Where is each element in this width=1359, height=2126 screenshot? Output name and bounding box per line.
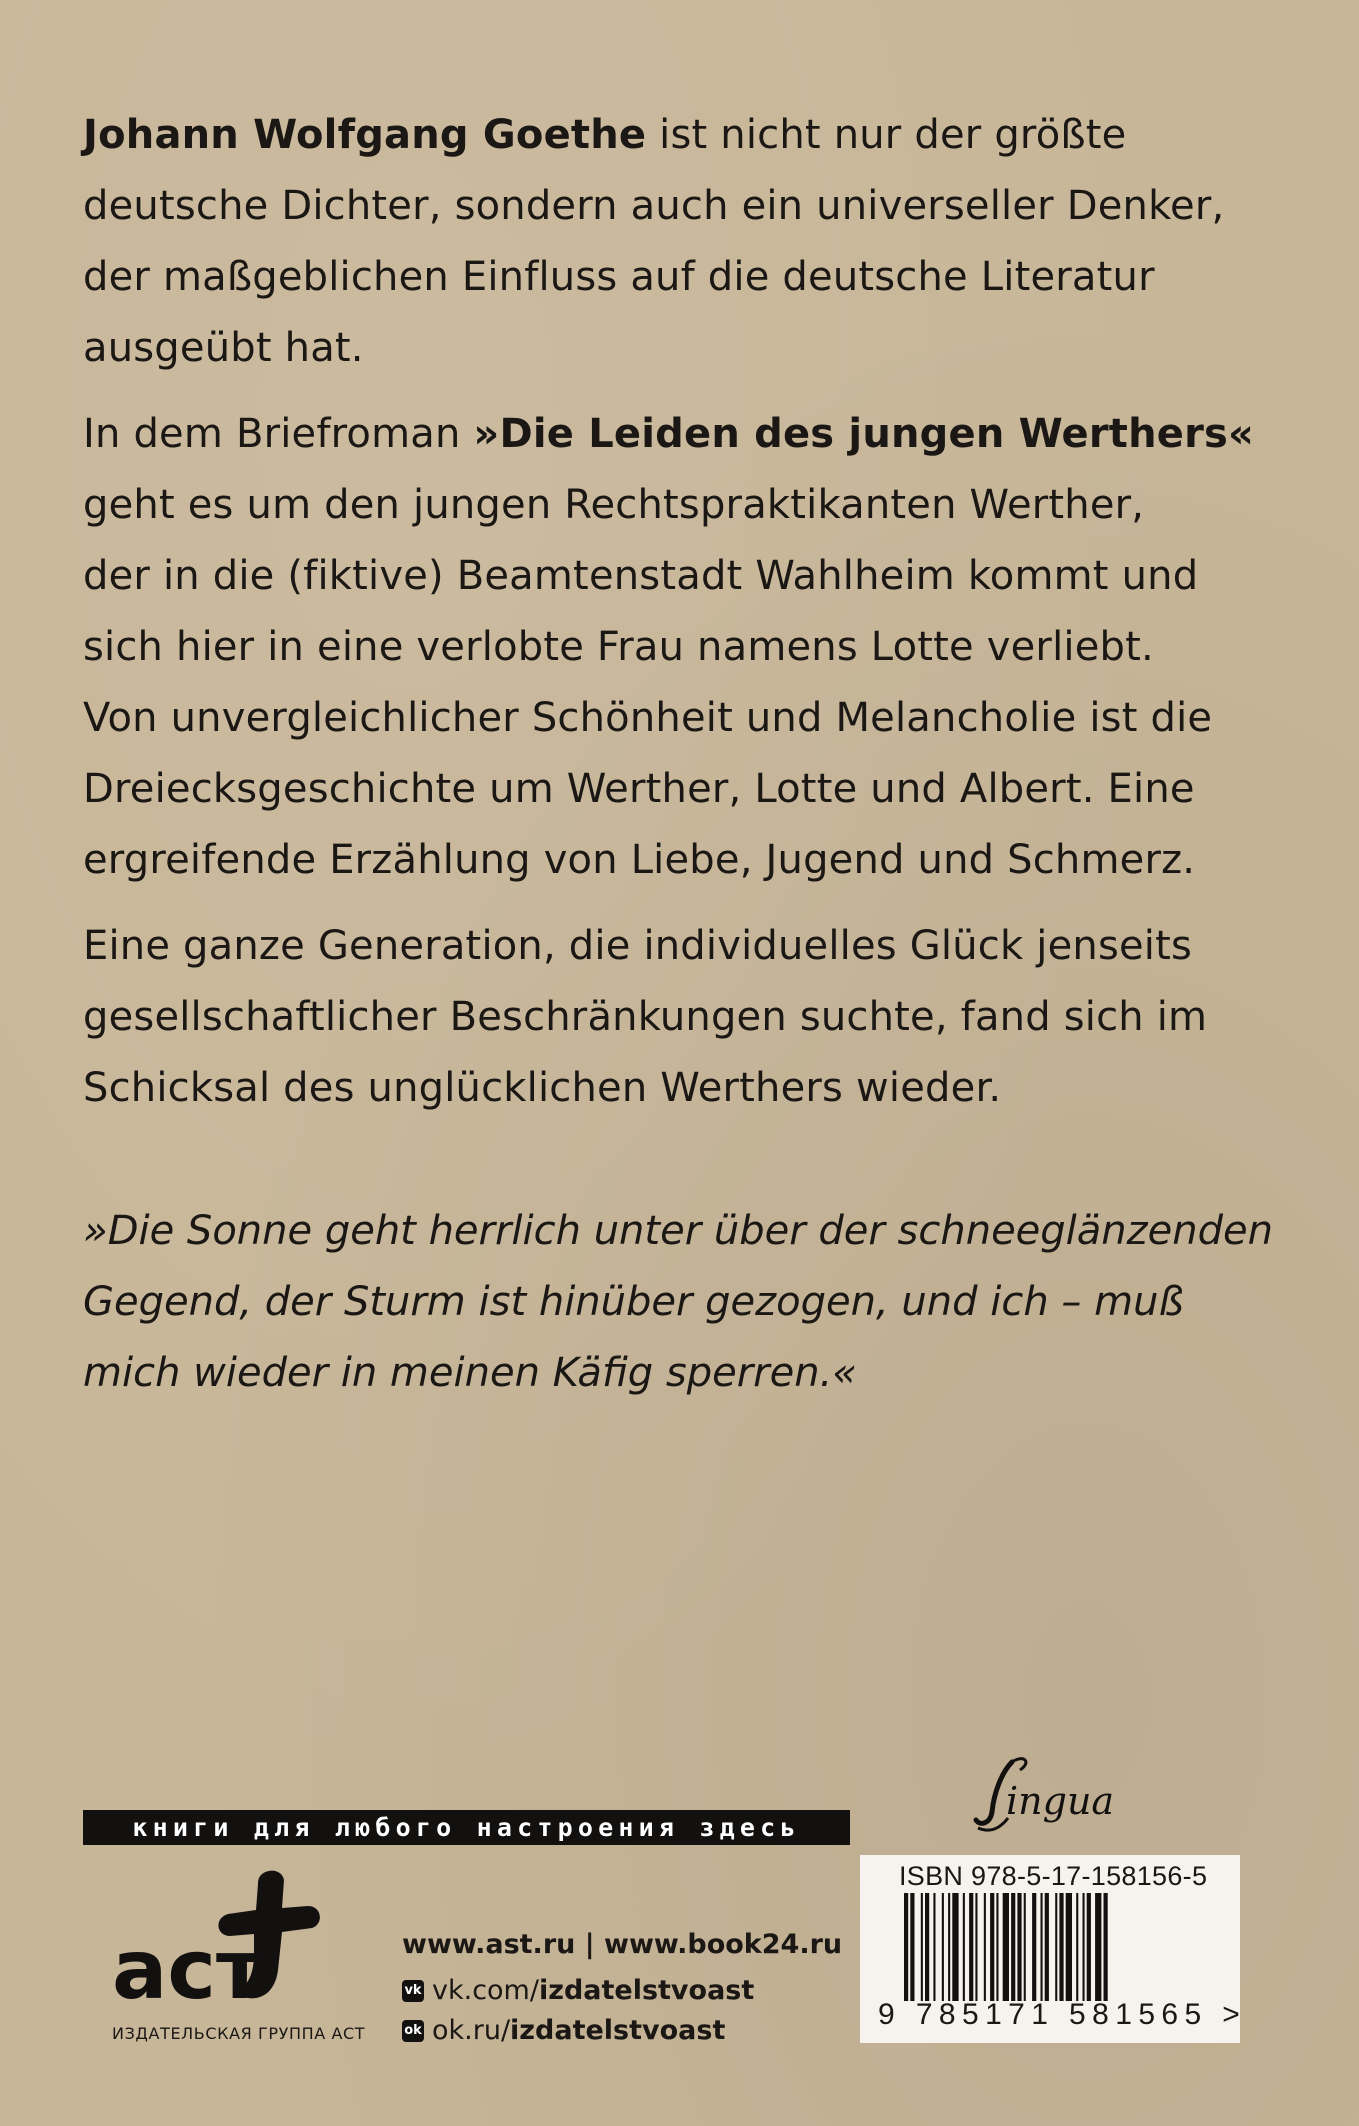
blurb-paragraph-2 [83, 399, 1283, 896]
vk-prefix: vk.com/ [432, 1975, 539, 2006]
quote-line: »Die Sonne geht herrlich unter über der schneeglänzenden [83, 1208, 1273, 1254]
blurb-line: In dem Briefroman [83, 411, 474, 457]
ok-link[interactable] [402, 2011, 842, 2051]
tagline-bar: книги для любого настроения здесь [83, 1810, 850, 1845]
book-title: »Die Leiden des jungen Werthers« [473, 411, 1255, 457]
blurb-line: Dreiecksgeschichte um Werther, Lotte und Albert. Eine [83, 766, 1195, 812]
blurb-text [83, 100, 1283, 1139]
blurb-paragraph-3 [83, 911, 1283, 1124]
vk-link[interactable] [402, 1971, 842, 2011]
quote [83, 1196, 1313, 1409]
ok-handle: izdatelstvoast [510, 2015, 726, 2046]
barcode-icon [904, 1893, 1220, 2001]
lingua-logo [972, 1752, 1132, 1842]
blurb-line: ist nicht nur der größte [646, 112, 1127, 158]
blurb-line: deutsche Dichter, sondern auch ein universeller Denker, [83, 183, 1225, 229]
ast-logo-letters: аст [112, 1923, 264, 2016]
ok-prefix: ok.ru/ [432, 2015, 511, 2046]
website-links[interactable]: www.ast.ru | www.book24.ru [402, 1929, 843, 1960]
blurb-line: der maßgeblichen Einfluss auf die deutsche Literatur [83, 254, 1155, 300]
publisher-links [402, 1925, 842, 2051]
ok-icon: ok [402, 2020, 424, 2042]
barcode-digits: 9 785171 581565 > [878, 1998, 1247, 2031]
blurb-paragraph-1 [83, 100, 1283, 384]
quote-line: mich wieder in meinen Käfig sperren.« [83, 1350, 857, 1396]
svg-text:ingua: ingua [1006, 1779, 1115, 1823]
blurb-line: Von unvergleichlicher Schönheit und Melancholie ist die [83, 695, 1213, 741]
blurb-line: ausgeübt hat. [83, 325, 364, 371]
blurb-line: gesellschaftlicher Beschränkungen suchte, fand sich im [83, 994, 1208, 1040]
isbn-label: ISBN 978-5-17-158156-5 [899, 1861, 1208, 1891]
blurb-line: Eine ganze Generation, die individuelles Glück jenseits [83, 923, 1193, 969]
ast-logo-icon [112, 1866, 362, 2016]
blurb-line: geht es um den jungen Rechtspraktikanten Werther, [83, 482, 1145, 528]
vk-handle: izdatelstvoast [538, 1975, 755, 2006]
lingua-logo-graphic [972, 1752, 1132, 1842]
publisher-caption: ИЗДАТЕЛЬСКАЯ ГРУППА АСТ [112, 2024, 366, 2043]
vk-icon: vk [402, 1980, 424, 2002]
blurb-line: sich hier in eine verlobte Frau namens Lotte verliebt. [83, 624, 1154, 670]
isbn-barcode-box [860, 1855, 1247, 2043]
author-name: Johann Wolfgang Goethe [83, 112, 647, 158]
quote-line: Gegend, der Sturm ist hinüber gezogen, und ich – muß [83, 1279, 1184, 1325]
blurb-line: Schicksal des unglücklichen Werthers wieder. [83, 1065, 1002, 1111]
blurb-line: der in die (fiktive) Beamtenstadt Wahlheim kommt und [83, 553, 1199, 599]
blurb-line: ergreifende Erzählung von Liebe, Jugend und Schmerz. [83, 837, 1196, 883]
